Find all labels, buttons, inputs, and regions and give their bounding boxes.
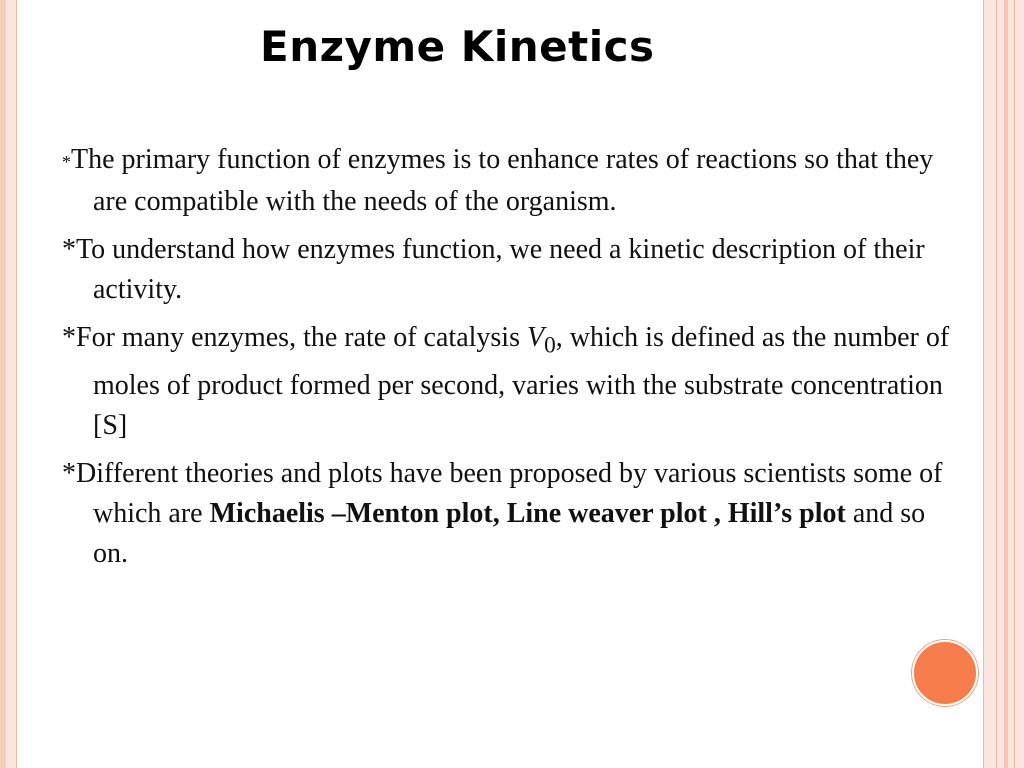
- paragraph-text: and so on.: [93, 497, 926, 569]
- plot-names: Michaelis –Menton plot, Line weaver plot , Hill’s plot: [209, 497, 846, 529]
- right-decorative-band: [990, 0, 1024, 768]
- right-band-line: [1004, 0, 1008, 768]
- paragraph-text: Different theories and plots have been proposed by various scientists some of which are: [76, 457, 943, 529]
- paragraph-text: , which is defined as the number of moles of product formed per second, varies with the substrate concentration [S]: [93, 322, 950, 441]
- paragraph-kinetic-description: [62, 230, 962, 310]
- velocity-subscript: 0: [544, 332, 556, 359]
- bullet-marker: *: [62, 457, 76, 489]
- right-band-line: [1014, 0, 1015, 768]
- decorative-orange-circle: [912, 640, 978, 706]
- right-band-line: [996, 0, 997, 768]
- velocity-symbol: V: [526, 322, 545, 353]
- bullet-marker: *: [62, 234, 76, 265]
- paragraph-text: The primary function of enzymes is to enhance rates of reactions so that they are compatible with the needs of the organism.: [71, 144, 934, 217]
- paragraph-theories-plots: [62, 454, 962, 574]
- paragraph-text: To understand how enzymes function, we need a kinetic description of their activity.: [76, 234, 925, 305]
- paragraph-rate-of-catalysis: [62, 318, 962, 446]
- bullet-marker: *: [62, 322, 76, 353]
- left-decorative-stripe: [0, 0, 6, 768]
- slide-body: [62, 140, 962, 582]
- slide-title: Enzyme Kinetics: [260, 22, 655, 71]
- paragraph-enzyme-function: [62, 140, 962, 222]
- bullet-marker: *: [62, 152, 71, 172]
- paragraph-text: For many enzymes, the rate of catalysis: [76, 322, 527, 353]
